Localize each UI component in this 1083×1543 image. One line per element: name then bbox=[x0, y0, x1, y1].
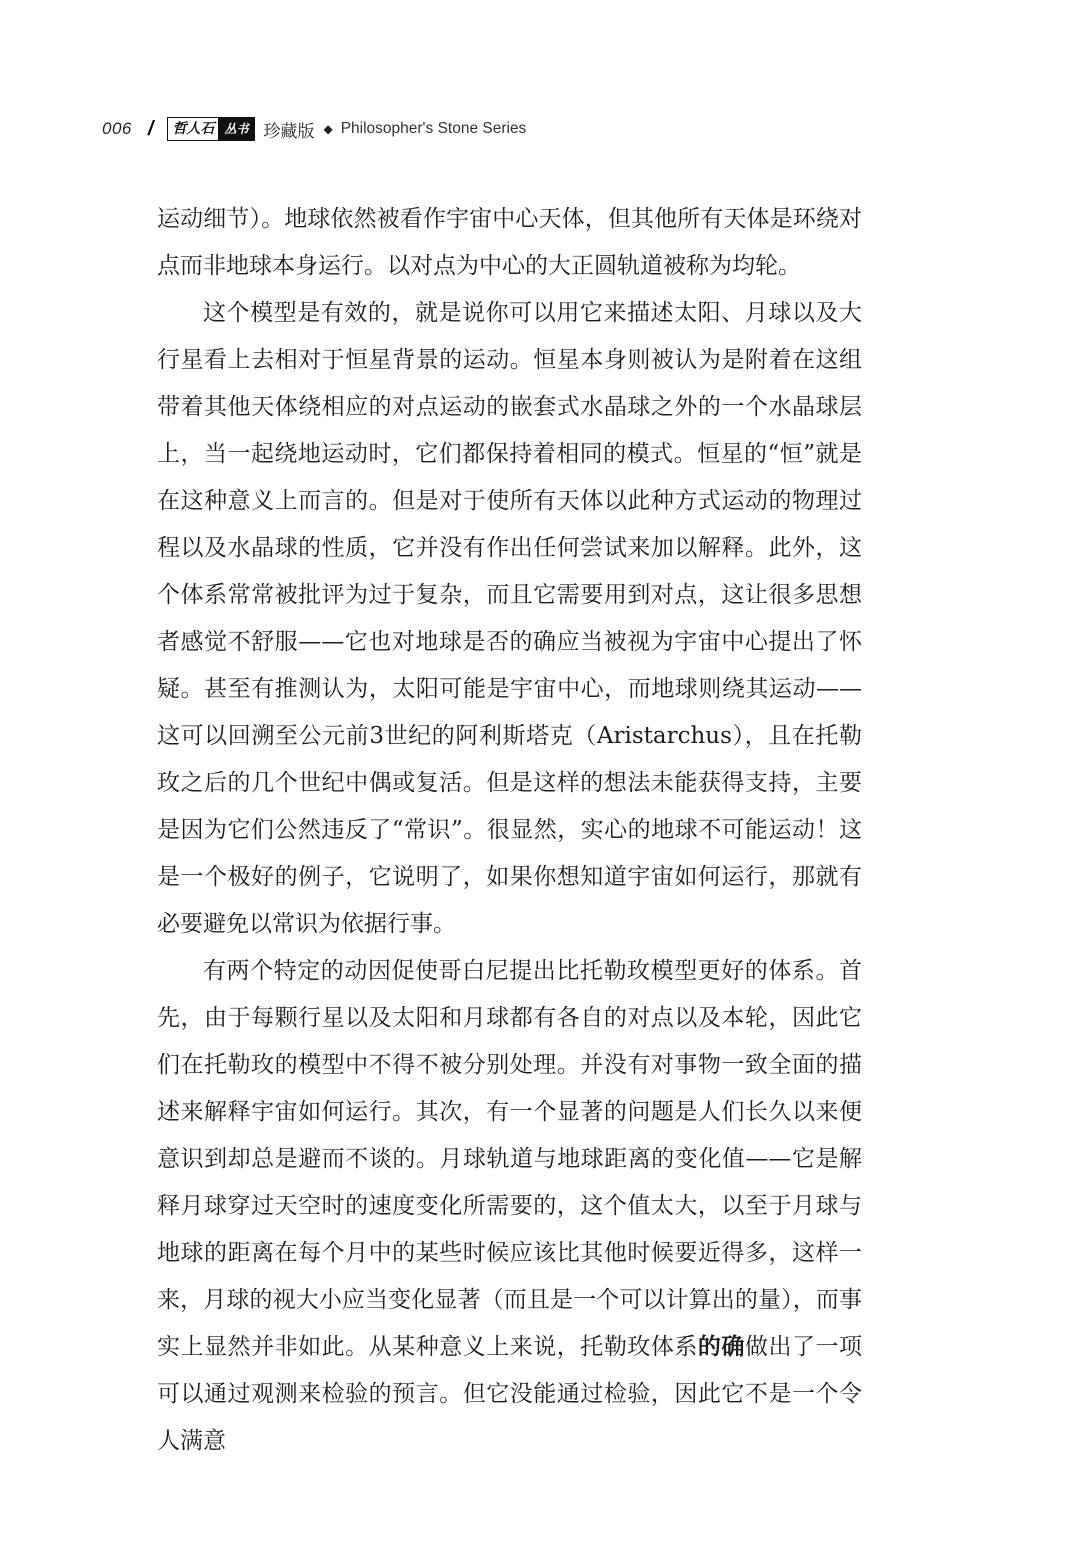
paragraph-text: 运动细节）。地球依然被看作宇宙中心天体，但其他所有天体是环绕对点而非地球本身运行。以对点为中心的大正圆轨道被称为均轮。 bbox=[157, 206, 862, 279]
running-header bbox=[102, 116, 526, 142]
page-number: 006 bbox=[102, 119, 132, 138]
edition-label: 珍藏版 bbox=[263, 121, 315, 141]
diamond-bullet-icon: ◆ bbox=[323, 122, 333, 136]
series-logo-text: 哲人石 bbox=[168, 118, 218, 140]
body-text bbox=[157, 196, 862, 1465]
emphasized-text: 的确 bbox=[697, 1334, 745, 1360]
paragraph-text: 这个模型是有效的，就是说你可以用它来描述太阳、月球以及大行星看上去相对于恒星背景的运动。恒星本身则被认为是附着在这组带着其他天体绕相应的对点运动的嵌套式水晶球之外的一个水晶球层上，当一起绕地运动时，它们都保持着相同的模式。恒星的“恒”就是在这种意义上而言的。但是对于使所有天体以此种方式运动的物理过程以及水晶球的性质，它并没有作出任何尝试来加以解释。此外，这个体系常常被批评为过于复杂，而且它需要用到对点，这让很多思想者感觉不舒服——它也对地球是否的确应当被视为宇宙中心提出了怀疑。甚至有推测认为，太阳可能是宇宙中心，而地球则绕其运动——这可以回溯至公元前3世纪的阿利斯塔克（Aristarchus），且在托勒玫之后的几个世纪中偶或复活。但是这样的想法未能获得支持，主要是因为它们公然违反了“常识”。很显然，实心的地球不可能运动！这是一个极好的例子，它说明了，如果你想知道宇宙如何运行，那就有必要避免以常识为依据行事。 bbox=[157, 300, 862, 937]
paragraph-2 bbox=[157, 290, 862, 948]
paragraph-3 bbox=[157, 948, 862, 1465]
series-title: Philosopher's Stone Series bbox=[340, 120, 527, 137]
paragraph-text: 有两个特定的动因促使哥白尼提出比托勒玫模型更好的体系。首先，由于每颗行星以及太阳和月球都有各自的对点以及本轮，因此它们在托勒玫的模型中不得不被分别处理。并没有对事物一致全面的描述来解释宇宙如何运行。其次，有一个显著的问题是人们长久以来便意识到却总是避而不谈的。月球轨道与地球距离的变化值——它是解释月球穿过天空时的速度变化所需要的，这个值太大，以至于月球与地球的距离在每个月中的某些时候应该比其他时候要近得多，这样一来，月球的视大小应当变化显著（而且是一个可以计算出的量），而事实上显然并非如此。从某种意义上来说，托勒玫体系 bbox=[157, 958, 862, 1360]
series-logo bbox=[167, 117, 255, 141]
header-separator: / bbox=[147, 117, 154, 140]
paragraph-text: 做出了一项可以通过观测来检验的预言。但它没能通过检验，因此它不是一个令人满意 bbox=[157, 1334, 863, 1454]
series-logo-text-inverted: 丛书 bbox=[218, 118, 254, 140]
paragraph-1 bbox=[157, 196, 862, 290]
